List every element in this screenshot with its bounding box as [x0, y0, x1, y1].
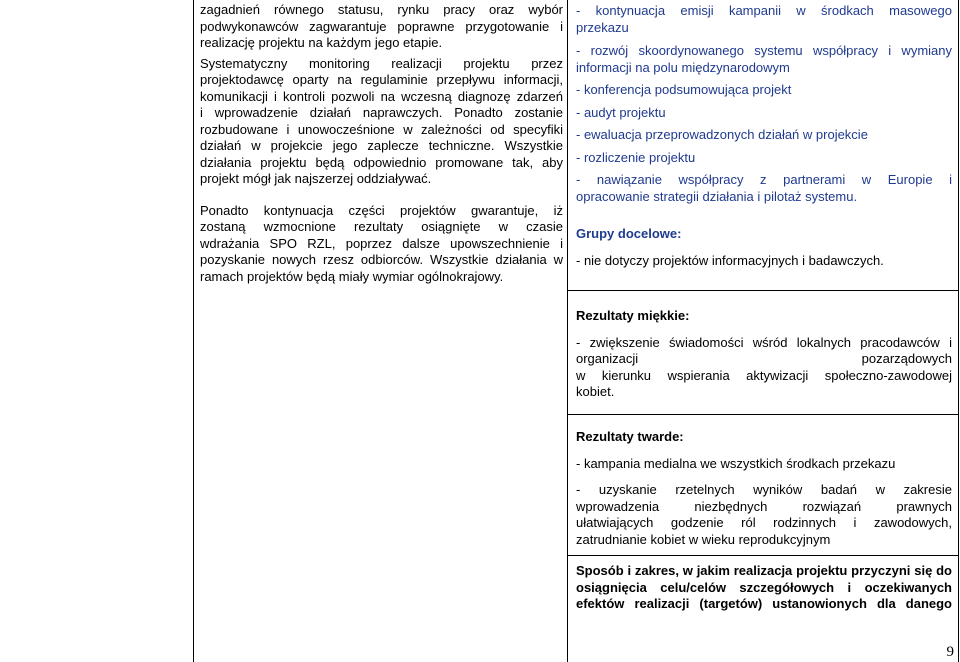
hard-results-cell: [576, 429, 952, 548]
text-line: wprowadzenia niezbędnych rozwiązań prawnych: [576, 498, 952, 514]
text-line: zostaną wzmocnione rezultaty osiągnięte w czasie: [200, 219, 563, 234]
right-top-cell: [576, 3, 952, 269]
text-line: projektodawcę oparty na regulaminie przepływu informacji,: [200, 72, 563, 87]
row-divider-3: [567, 555, 959, 556]
target-groups-text: - nie dotyczy projektów informacyjnych i badawczych.: [576, 252, 884, 268]
text-line: zagadnień równego statusu, rynku pracy oraz wybór: [200, 2, 563, 17]
text-line: zatrudnianie kobiet w wieku reprodukcyjnym: [576, 531, 831, 547]
text-line: realizację projektu na każdym jego etapie.: [200, 35, 443, 50]
text-line: działań w projekcie jego zaplecze techniczne. Wszystkie: [200, 138, 563, 153]
text-line: - rozwój skoordynowanego systemu współpracy i wymiany: [576, 43, 952, 58]
text-line: Ponadto kontynuacja części projektów gwarantuje, iż: [200, 202, 563, 218]
text-line: kobiet.: [576, 384, 615, 399]
hard-results-heading: Rezultaty twarde:: [576, 429, 684, 444]
text-line: i wprowadzenie działań naprawczych. Ponadto zostanie: [200, 105, 563, 120]
text-line: Sposób i zakres, w jakim realizacja projektu przyczyni się do: [576, 563, 952, 578]
text-line: przekazu: [576, 19, 629, 35]
text-line: efektów realizacji (targetów) ustanowionych dla danego: [576, 596, 952, 611]
activity-item: - rozliczenie projektu: [576, 149, 696, 165]
text-line: w kierunku wspierania aktywizacji społeczno-zawodowej: [576, 367, 952, 383]
soft-results-heading: Rezultaty miękkie:: [576, 308, 690, 323]
text-line: ułatwiających godzenie ról rodzinnych i zawodowych,: [576, 515, 952, 530]
text-line: - nawiązanie współpracy z partnerami w Europie i: [576, 172, 952, 187]
text-line: - zwiększenie świadomości wśród lokalnych pracodawców i: [576, 334, 952, 350]
text-line: projekt mógł jak najszerzej oddziaływać.: [200, 171, 432, 186]
activity-item: [576, 172, 952, 205]
target-groups-heading: Grupy docelowe:: [576, 226, 682, 241]
text-line: pozyskanie nowych rzesz odbiorców. Wszystkie działania w: [200, 252, 563, 267]
text-line: podwykonawców zagwarantuje poprawne przygotowanie i: [200, 18, 563, 34]
text-line: działania projektu będą odpowiednio promowane tak, aby: [200, 154, 563, 170]
activity-item: - ewaluacja przeprowadzonych działań w projekcie: [576, 127, 868, 142]
text-line: osiągnięcia celu/celów szczegółowych i oczekiwanych: [576, 579, 952, 595]
text-line: ramach projektów będą miały wymiar ogólnokrajowy.: [200, 268, 504, 284]
text-line: - uzyskanie rzetelnych wyników badań w zakresie: [576, 482, 952, 497]
text-line: informacji na polu międzynarodowym: [576, 59, 790, 75]
activity-item: [576, 43, 952, 76]
activity-item: [576, 3, 952, 36]
left-column-text: [200, 2, 563, 285]
table-border-middle: [567, 0, 568, 662]
table-border-right: [958, 0, 959, 662]
text-line: - kontynuacja emisji kampanii w środkach masowego: [576, 3, 952, 18]
text-line: komunikacji i kontroli pozwoli na wczesną diagnozę zdarzeń: [200, 88, 563, 104]
activity-item: - konferencja podsumowująca projekt: [576, 82, 792, 97]
text-line: rozbudowane i unowocześnione w zależności od specyfiki: [200, 121, 563, 137]
text-line: organizacji pozarządowych: [576, 351, 952, 366]
page-number: 9: [946, 644, 954, 660]
text-line: opracowanie strategii działania i pilotaż systemu.: [576, 188, 858, 204]
text-line: Systematyczny monitoring realizacji projektu przez: [200, 55, 563, 71]
activity-item: - audyt projektu: [576, 104, 666, 120]
row-divider-1: [567, 290, 959, 291]
table-border-left: [193, 0, 194, 662]
row-divider-2: [567, 414, 959, 415]
method-cell: [576, 563, 952, 613]
soft-results-cell: [576, 308, 952, 401]
hard-result-item: - kampania medialna we wszystkich środkach przekazu: [576, 455, 896, 471]
text-line: wdrażania SPO RZL, poprzez dalsze upowszechnienie i: [200, 235, 563, 251]
